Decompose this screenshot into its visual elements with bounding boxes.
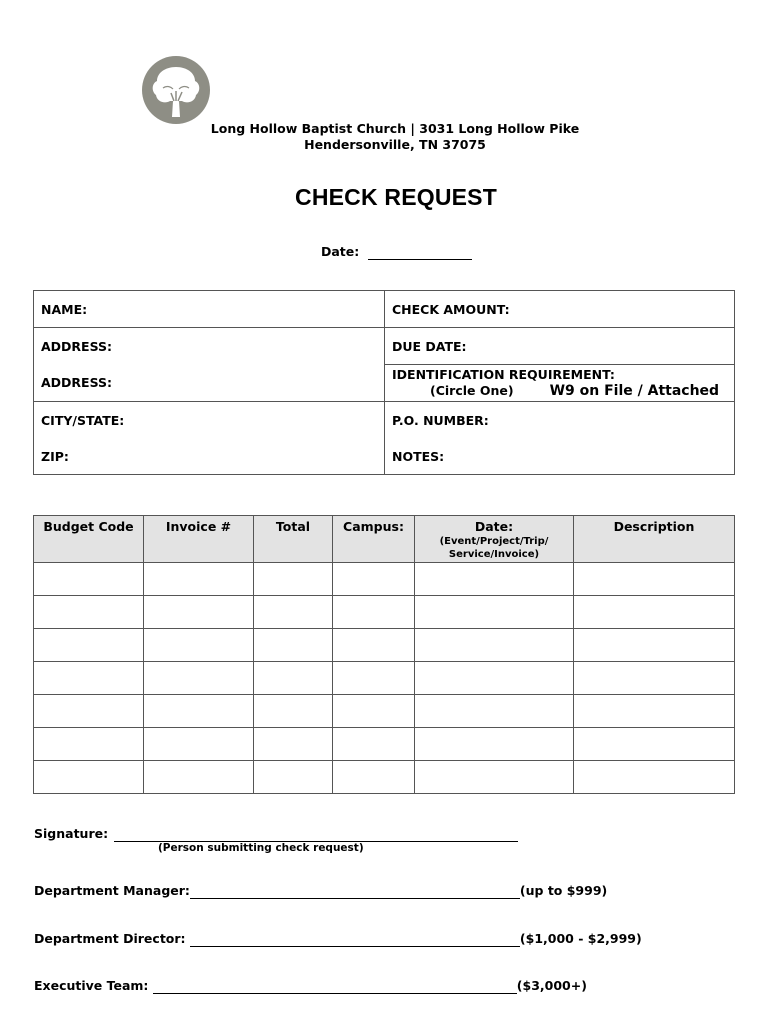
table-cell[interactable] — [415, 596, 574, 629]
table-cell[interactable] — [415, 563, 574, 596]
table-cell[interactable] — [574, 728, 735, 761]
table-cell[interactable] — [415, 629, 574, 662]
table-cell[interactable] — [333, 596, 415, 629]
col-date-sub2: Service/Invoice) — [448, 549, 540, 560]
po-number-field[interactable] — [385, 402, 735, 439]
address1-field[interactable] — [34, 328, 385, 365]
dept-director-label: Department Director: — [34, 931, 186, 946]
table-cell[interactable] — [34, 629, 144, 662]
table-cell[interactable] — [254, 563, 333, 596]
table-cell[interactable] — [574, 629, 735, 662]
po-number-label: P.O. NUMBER: — [392, 412, 489, 428]
table-row — [34, 728, 735, 761]
table-cell[interactable] — [144, 662, 254, 695]
col-date-sub1: (Event/Project/Trip/ — [439, 536, 549, 547]
table-cell[interactable] — [144, 629, 254, 662]
table-cell[interactable] — [333, 629, 415, 662]
table-cell[interactable] — [34, 695, 144, 728]
dept-director-signature-field[interactable] — [190, 931, 520, 947]
address2-label: ADDRESS: — [41, 375, 113, 391]
table-cell[interactable] — [574, 761, 735, 794]
dept-manager-row — [34, 883, 607, 899]
page-title: CHECK REQUEST — [295, 184, 497, 210]
w9-options[interactable]: W9 on File / Attached — [549, 383, 720, 399]
table-cell[interactable] — [254, 695, 333, 728]
notes-field[interactable] — [385, 438, 735, 475]
table-cell[interactable] — [254, 596, 333, 629]
circle-one-label: (Circle One) — [430, 383, 514, 398]
table-cell[interactable] — [333, 695, 415, 728]
dept-director-row — [34, 931, 642, 947]
col-total: Total — [254, 516, 333, 563]
address2-field[interactable] — [34, 365, 385, 402]
exec-team-label: Executive Team: — [34, 978, 149, 993]
signature-label: Signature: — [34, 826, 109, 841]
table-cell[interactable] — [415, 695, 574, 728]
id-requirement-field[interactable] — [385, 365, 735, 402]
city-state-label: CITY/STATE: — [41, 412, 125, 428]
table-cell[interactable] — [574, 695, 735, 728]
signature-field[interactable] — [114, 826, 518, 842]
col-date — [415, 516, 574, 563]
address1-label: ADDRESS: — [41, 338, 113, 354]
org-address-line2: Hendersonville, TN 37075 — [304, 137, 486, 152]
table-cell[interactable] — [333, 662, 415, 695]
col-invoice: Invoice # — [144, 516, 254, 563]
zip-field[interactable] — [34, 438, 385, 475]
check-amount-label: CHECK AMOUNT: — [392, 301, 510, 317]
payee-info-table — [33, 290, 735, 475]
exec-team-signature-field[interactable] — [153, 978, 517, 994]
notes-label: NOTES: — [392, 448, 445, 464]
table-cell[interactable] — [333, 761, 415, 794]
table-row — [34, 563, 735, 596]
city-state-field[interactable] — [34, 402, 385, 439]
name-field[interactable] — [34, 291, 385, 328]
exec-team-row — [34, 978, 587, 994]
table-cell[interactable] — [34, 761, 144, 794]
date-label: Date: — [321, 244, 360, 259]
table-row — [34, 662, 735, 695]
col-campus: Campus: — [333, 516, 415, 563]
dept-manager-label: Department Manager: — [34, 883, 190, 898]
table-cell[interactable] — [333, 728, 415, 761]
dept-director-limit: ($1,000 - $2,999) — [519, 931, 642, 946]
table-cell[interactable] — [144, 596, 254, 629]
due-date-label: DUE DATE: — [392, 338, 467, 354]
table-cell[interactable] — [144, 695, 254, 728]
line-items-table — [33, 515, 735, 794]
table-cell[interactable] — [34, 662, 144, 695]
col-description: Description — [574, 516, 735, 563]
table-cell[interactable] — [34, 728, 144, 761]
table-cell[interactable] — [574, 563, 735, 596]
signature-row — [34, 826, 518, 842]
table-cell[interactable] — [144, 761, 254, 794]
table-cell[interactable] — [574, 596, 735, 629]
name-label: NAME: — [41, 301, 88, 317]
table-cell[interactable] — [254, 761, 333, 794]
table-row — [34, 596, 735, 629]
table-cell[interactable] — [333, 563, 415, 596]
church-logo — [141, 55, 211, 125]
table-cell[interactable] — [254, 728, 333, 761]
table-cell[interactable] — [415, 662, 574, 695]
table-cell[interactable] — [144, 728, 254, 761]
col-date-label: Date: — [474, 519, 514, 534]
dept-manager-limit: (up to $999) — [519, 883, 608, 898]
signature-note: (Person submitting check request) — [158, 842, 364, 854]
table-row — [34, 695, 735, 728]
dept-manager-signature-field[interactable] — [190, 883, 520, 899]
table-cell[interactable] — [574, 662, 735, 695]
table-cell[interactable] — [415, 728, 574, 761]
date-row — [321, 244, 472, 260]
date-field[interactable] — [368, 244, 472, 260]
table-cell[interactable] — [144, 563, 254, 596]
table-cell[interactable] — [34, 563, 144, 596]
due-date-field[interactable] — [385, 328, 735, 365]
id-requirement-label: IDENTIFICATION REQUIREMENT: — [392, 367, 615, 382]
tree-icon — [141, 55, 211, 125]
zip-label: ZIP: — [41, 448, 69, 464]
org-address-line1: Long Hollow Baptist Church | 3031 Long Hollow Pike — [210, 121, 580, 136]
col-budget-code: Budget Code — [34, 516, 144, 563]
check-amount-field[interactable] — [385, 291, 735, 328]
table-row — [34, 761, 735, 794]
table-cell[interactable] — [34, 596, 144, 629]
exec-team-limit: ($3,000+) — [516, 978, 587, 993]
table-row — [34, 629, 735, 662]
table-cell[interactable] — [254, 629, 333, 662]
table-cell[interactable] — [254, 662, 333, 695]
table-cell[interactable] — [415, 761, 574, 794]
